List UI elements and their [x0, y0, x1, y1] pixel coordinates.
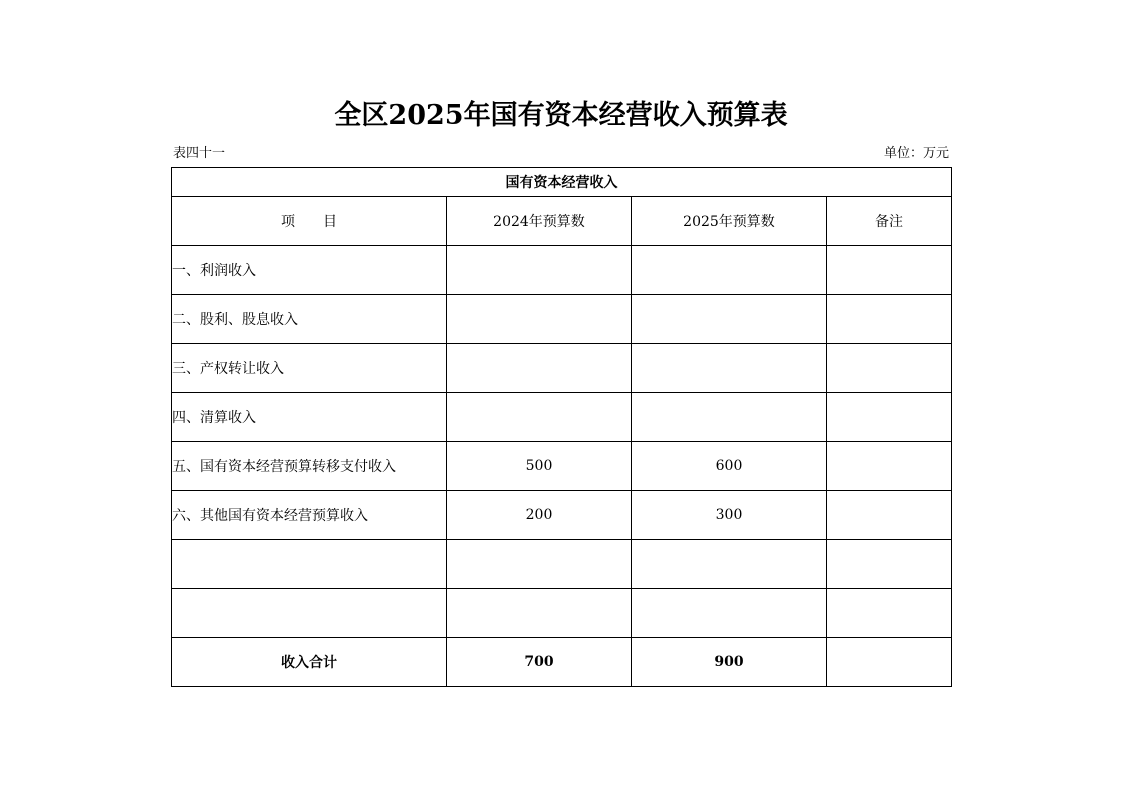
total-remark	[827, 638, 952, 687]
row-budget-2025	[632, 540, 827, 589]
row-remark	[827, 295, 952, 344]
row-remark	[827, 540, 952, 589]
total-budget-2025: 900	[632, 638, 827, 687]
table-row	[172, 540, 952, 589]
row-budget-2025	[632, 589, 827, 638]
page-title: 全区2025年国有资本经营收入预算表	[334, 100, 788, 131]
row-budget-2024	[447, 344, 632, 393]
table-caption-row	[172, 168, 952, 197]
header-item: 项 目	[172, 197, 447, 246]
row-item: 三、产权转让收入	[172, 344, 447, 393]
table-header-row	[172, 197, 952, 246]
table-caption: 国有资本经营收入	[172, 168, 952, 197]
table-row	[172, 344, 952, 393]
row-item	[172, 540, 447, 589]
budget-table	[171, 167, 952, 687]
row-remark	[827, 442, 952, 491]
row-budget-2025: 600	[632, 442, 827, 491]
row-remark	[827, 246, 952, 295]
row-budget-2025	[632, 344, 827, 393]
row-item: 四、清算收入	[172, 393, 447, 442]
row-budget-2024	[447, 589, 632, 638]
row-budget-2024	[447, 246, 632, 295]
table-row	[172, 589, 952, 638]
table-row	[172, 442, 952, 491]
row-item: 二、股利、股息收入	[172, 295, 447, 344]
header-remark: 备注	[827, 197, 952, 246]
row-budget-2025	[632, 393, 827, 442]
row-item	[172, 589, 447, 638]
row-item: 六、其他国有资本经营预算收入	[172, 491, 447, 540]
total-label: 收入合计	[172, 638, 447, 687]
row-remark	[827, 589, 952, 638]
table-row	[172, 246, 952, 295]
row-budget-2024	[447, 295, 632, 344]
row-remark	[827, 491, 952, 540]
unit-label: 单位：万元	[883, 146, 949, 161]
row-item: 一、利润收入	[172, 246, 447, 295]
row-remark	[827, 393, 952, 442]
row-budget-2024: 200	[447, 491, 632, 540]
header-budget-2025: 2025年预算数	[632, 197, 827, 246]
table-row	[172, 393, 952, 442]
table-row	[172, 295, 952, 344]
row-budget-2024: 500	[447, 442, 632, 491]
row-remark	[827, 344, 952, 393]
row-budget-2025	[632, 295, 827, 344]
table-row	[172, 491, 952, 540]
row-budget-2025	[632, 246, 827, 295]
row-budget-2024	[447, 540, 632, 589]
total-budget-2024: 700	[447, 638, 632, 687]
header-budget-2024: 2024年预算数	[447, 197, 632, 246]
total-row	[172, 638, 952, 687]
row-budget-2024	[447, 393, 632, 442]
row-item: 五、国有资本经营预算转移支付收入	[172, 442, 447, 491]
row-budget-2025: 300	[632, 491, 827, 540]
table-number: 表四十一	[173, 146, 226, 161]
